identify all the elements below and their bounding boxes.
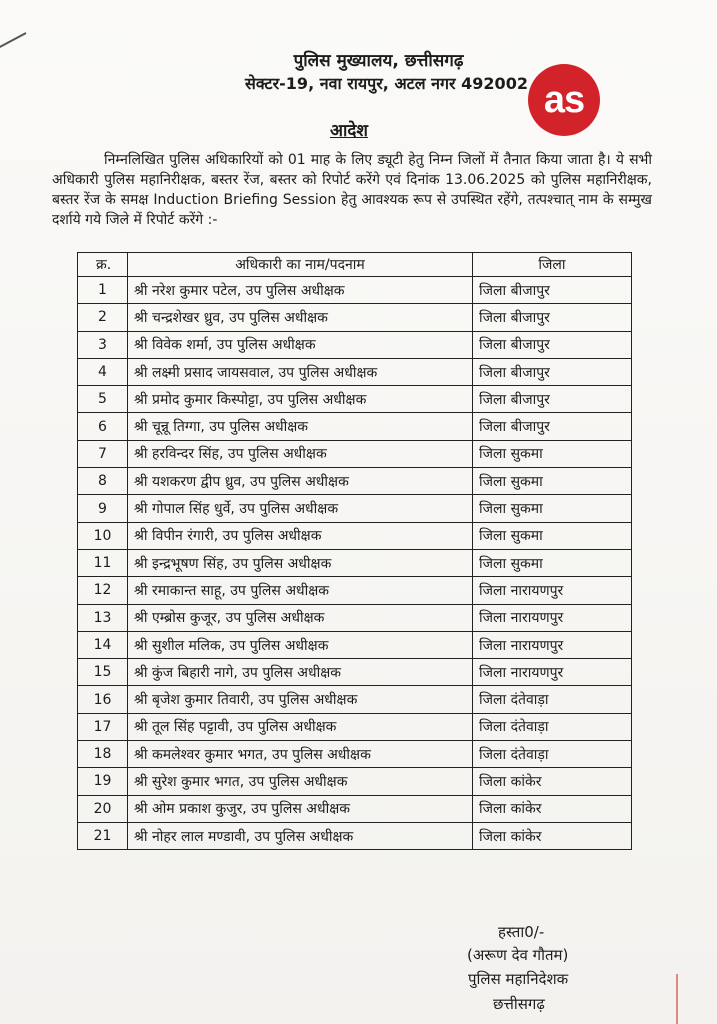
row-officer: श्री सुरेश कुमार भगत, उप पुलिस अधीक्षक xyxy=(128,768,473,795)
row-serial: 3 xyxy=(78,331,128,358)
row-serial: 5 xyxy=(78,386,128,413)
table-row xyxy=(78,659,632,686)
row-serial: 13 xyxy=(78,604,128,631)
row-district: जिला नारायणपुर xyxy=(473,604,632,631)
header-line-2: सेक्टर-19, नवा रायपुर, अटल नगर 492002 xyxy=(245,74,528,93)
row-officer: श्री रमाकान्त साहू, उप पुलिस अधीक्षक xyxy=(128,577,473,604)
row-serial: 6 xyxy=(78,413,128,440)
row-officer: श्री यशकरण द्वीप ध्रुव, उप पुलिस अधीक्षक xyxy=(128,468,473,495)
row-officer: श्री एम्ब्रोस कुजूर, उप पुलिस अधीक्षक xyxy=(128,604,473,631)
row-district: जिला सुकमा xyxy=(473,549,632,576)
row-officer: श्री बृजेश कुमार तिवारी, उप पुलिस अधीक्षक xyxy=(128,686,473,713)
row-officer: श्री हरविन्दर सिंह, उप पुलिस अधीक्षक xyxy=(128,440,473,467)
row-officer: श्री कमलेश्वर कुमार भगत, उप पुलिस अधीक्षक xyxy=(128,741,473,768)
row-district: जिला सुकमा xyxy=(473,440,632,467)
row-officer: श्री ओम प्रकाश कुजुर, उप पुलिस अधीक्षक xyxy=(128,795,473,822)
row-officer: श्री विवेक शर्मा, उप पुलिस अधीक्षक xyxy=(128,331,473,358)
row-officer: श्री गोपाल सिंह धुर्वे, उप पुलिस अधीक्षक xyxy=(128,495,473,522)
row-serial: 18 xyxy=(78,741,128,768)
col-header-officer: अधिकारी का नाम/पदनाम xyxy=(128,253,473,277)
table-row xyxy=(78,631,632,658)
row-serial: 8 xyxy=(78,468,128,495)
red-edge-mark xyxy=(676,974,678,1024)
row-district: जिला कांकेर xyxy=(473,822,632,849)
table-row xyxy=(78,604,632,631)
row-serial: 10 xyxy=(78,522,128,549)
header-line-1: पुलिस मुख्यालय, छत्तीसगढ़ xyxy=(293,51,464,71)
table-row xyxy=(78,495,632,522)
table-row xyxy=(78,386,632,413)
row-district: जिला बीजापुर xyxy=(473,386,632,413)
row-serial: 1 xyxy=(78,277,128,304)
row-officer: श्री विपीन रंगारी, उप पुलिस अधीक्षक xyxy=(128,522,473,549)
row-district: जिला दंतेवाड़ा xyxy=(473,686,632,713)
col-header-serial: क्र. xyxy=(78,253,128,277)
row-district: जिला दंतेवाड़ा xyxy=(473,741,632,768)
row-serial: 16 xyxy=(78,686,128,713)
row-district: जिला सुकमा xyxy=(473,468,632,495)
table-row xyxy=(78,741,632,768)
row-officer: श्री सुशील मलिक, उप पुलिस अधीक्षक xyxy=(128,631,473,658)
row-district: जिला सुकमा xyxy=(473,522,632,549)
row-officer: श्री नोहर लाल मण्डावी, उप पुलिस अधीक्षक xyxy=(128,822,473,849)
row-officer: श्री इन्द्रभूषण सिंह, उप पुलिस अधीक्षक xyxy=(128,549,473,576)
row-district: जिला दंतेवाड़ा xyxy=(473,713,632,740)
row-district: जिला बीजापुर xyxy=(473,358,632,385)
table-row xyxy=(78,713,632,740)
table-row xyxy=(78,331,632,358)
row-officer: श्री चन्द्रशेखर ध्रुव, उप पुलिस अधीक्षक xyxy=(128,304,473,331)
row-district: जिला बीजापुर xyxy=(473,277,632,304)
as-logo: as xyxy=(528,64,600,136)
row-serial: 9 xyxy=(78,495,128,522)
table-row xyxy=(78,468,632,495)
table-row xyxy=(78,522,632,549)
signatory-state: छत्तीसगढ़ xyxy=(493,995,545,1013)
table-row xyxy=(78,277,632,304)
row-serial: 14 xyxy=(78,631,128,658)
row-serial: 21 xyxy=(78,822,128,849)
row-serial: 15 xyxy=(78,659,128,686)
table-row xyxy=(78,577,632,604)
row-district: जिला नारायणपुर xyxy=(473,631,632,658)
row-serial: 2 xyxy=(78,304,128,331)
table-row xyxy=(78,686,632,713)
row-serial: 12 xyxy=(78,577,128,604)
row-district: जिला कांकेर xyxy=(473,768,632,795)
table-row xyxy=(78,304,632,331)
row-district: जिला नारायणपुर xyxy=(473,577,632,604)
table-body xyxy=(78,277,632,850)
row-serial: 11 xyxy=(78,549,128,576)
intro-paragraph: निम्नलिखित पुलिस अधिकारियों को 01 माह के लिए ड्यूटी हेतु निम्न जिलों में तैनात किया जाता है। ये सभी अधिकारी पुलिस महानिरीक्षक, बस्तर रेंज, बस्तर को रिपोर्ट करेंगे एवं दिनांक 13.06.2025 को पुलिस महानिरीक्षक, बस्तर रेंज के समक्ष Induction Briefing Session हेतु आवश्यक रूप से उपस्थित रहेंगे, तत्पश्चात् नाम के सम्मुख दर्शाये गये जिले में रिपोर्ट करेंगे :- xyxy=(52,152,652,228)
row-serial: 7 xyxy=(78,440,128,467)
row-serial: 17 xyxy=(78,713,128,740)
order-title: आदेश xyxy=(330,121,368,141)
row-officer: श्री लक्ष्मी प्रसाद जायसवाल, उप पुलिस अधीक्षक xyxy=(128,358,473,385)
row-district: जिला बीजापुर xyxy=(473,413,632,440)
row-district: जिला बीजापुर xyxy=(473,331,632,358)
table-row xyxy=(78,768,632,795)
col-header-district: जिला xyxy=(473,253,632,277)
table-row xyxy=(78,440,632,467)
table-header-row xyxy=(78,253,632,277)
table-row xyxy=(78,549,632,576)
row-district: जिला बीजापुर xyxy=(473,304,632,331)
row-serial: 4 xyxy=(78,358,128,385)
row-district: जिला सुकमा xyxy=(473,495,632,522)
row-serial: 19 xyxy=(78,768,128,795)
table-row xyxy=(78,358,632,385)
table-row xyxy=(78,413,632,440)
row-district: जिला कांकेर xyxy=(473,795,632,822)
row-officer: श्री नरेश कुमार पटेल, उप पुलिस अधीक्षक xyxy=(128,277,473,304)
table-row xyxy=(78,822,632,849)
officer-table xyxy=(77,252,632,850)
row-officer: श्री चून्नू तिग्गा, उप पुलिस अधीक्षक xyxy=(128,413,473,440)
table-row xyxy=(78,795,632,822)
signature-mark: हस्ता0/- xyxy=(498,923,545,941)
row-officer: श्री कुंज बिहारी नागे, उप पुलिस अधीक्षक xyxy=(128,659,473,686)
row-district: जिला नारायणपुर xyxy=(473,659,632,686)
row-officer: श्री प्रमोद कुमार किस्पोट्टा, उप पुलिस अधीक्षक xyxy=(128,386,473,413)
signatory-name: (अरूण देव गौतम) xyxy=(467,946,569,964)
row-officer: श्री तूल सिंह पट्टावी, उप पुलिस अधीक्षक xyxy=(128,713,473,740)
row-serial: 20 xyxy=(78,795,128,822)
signatory-designation: पुलिस महानिदेशक xyxy=(468,970,569,988)
